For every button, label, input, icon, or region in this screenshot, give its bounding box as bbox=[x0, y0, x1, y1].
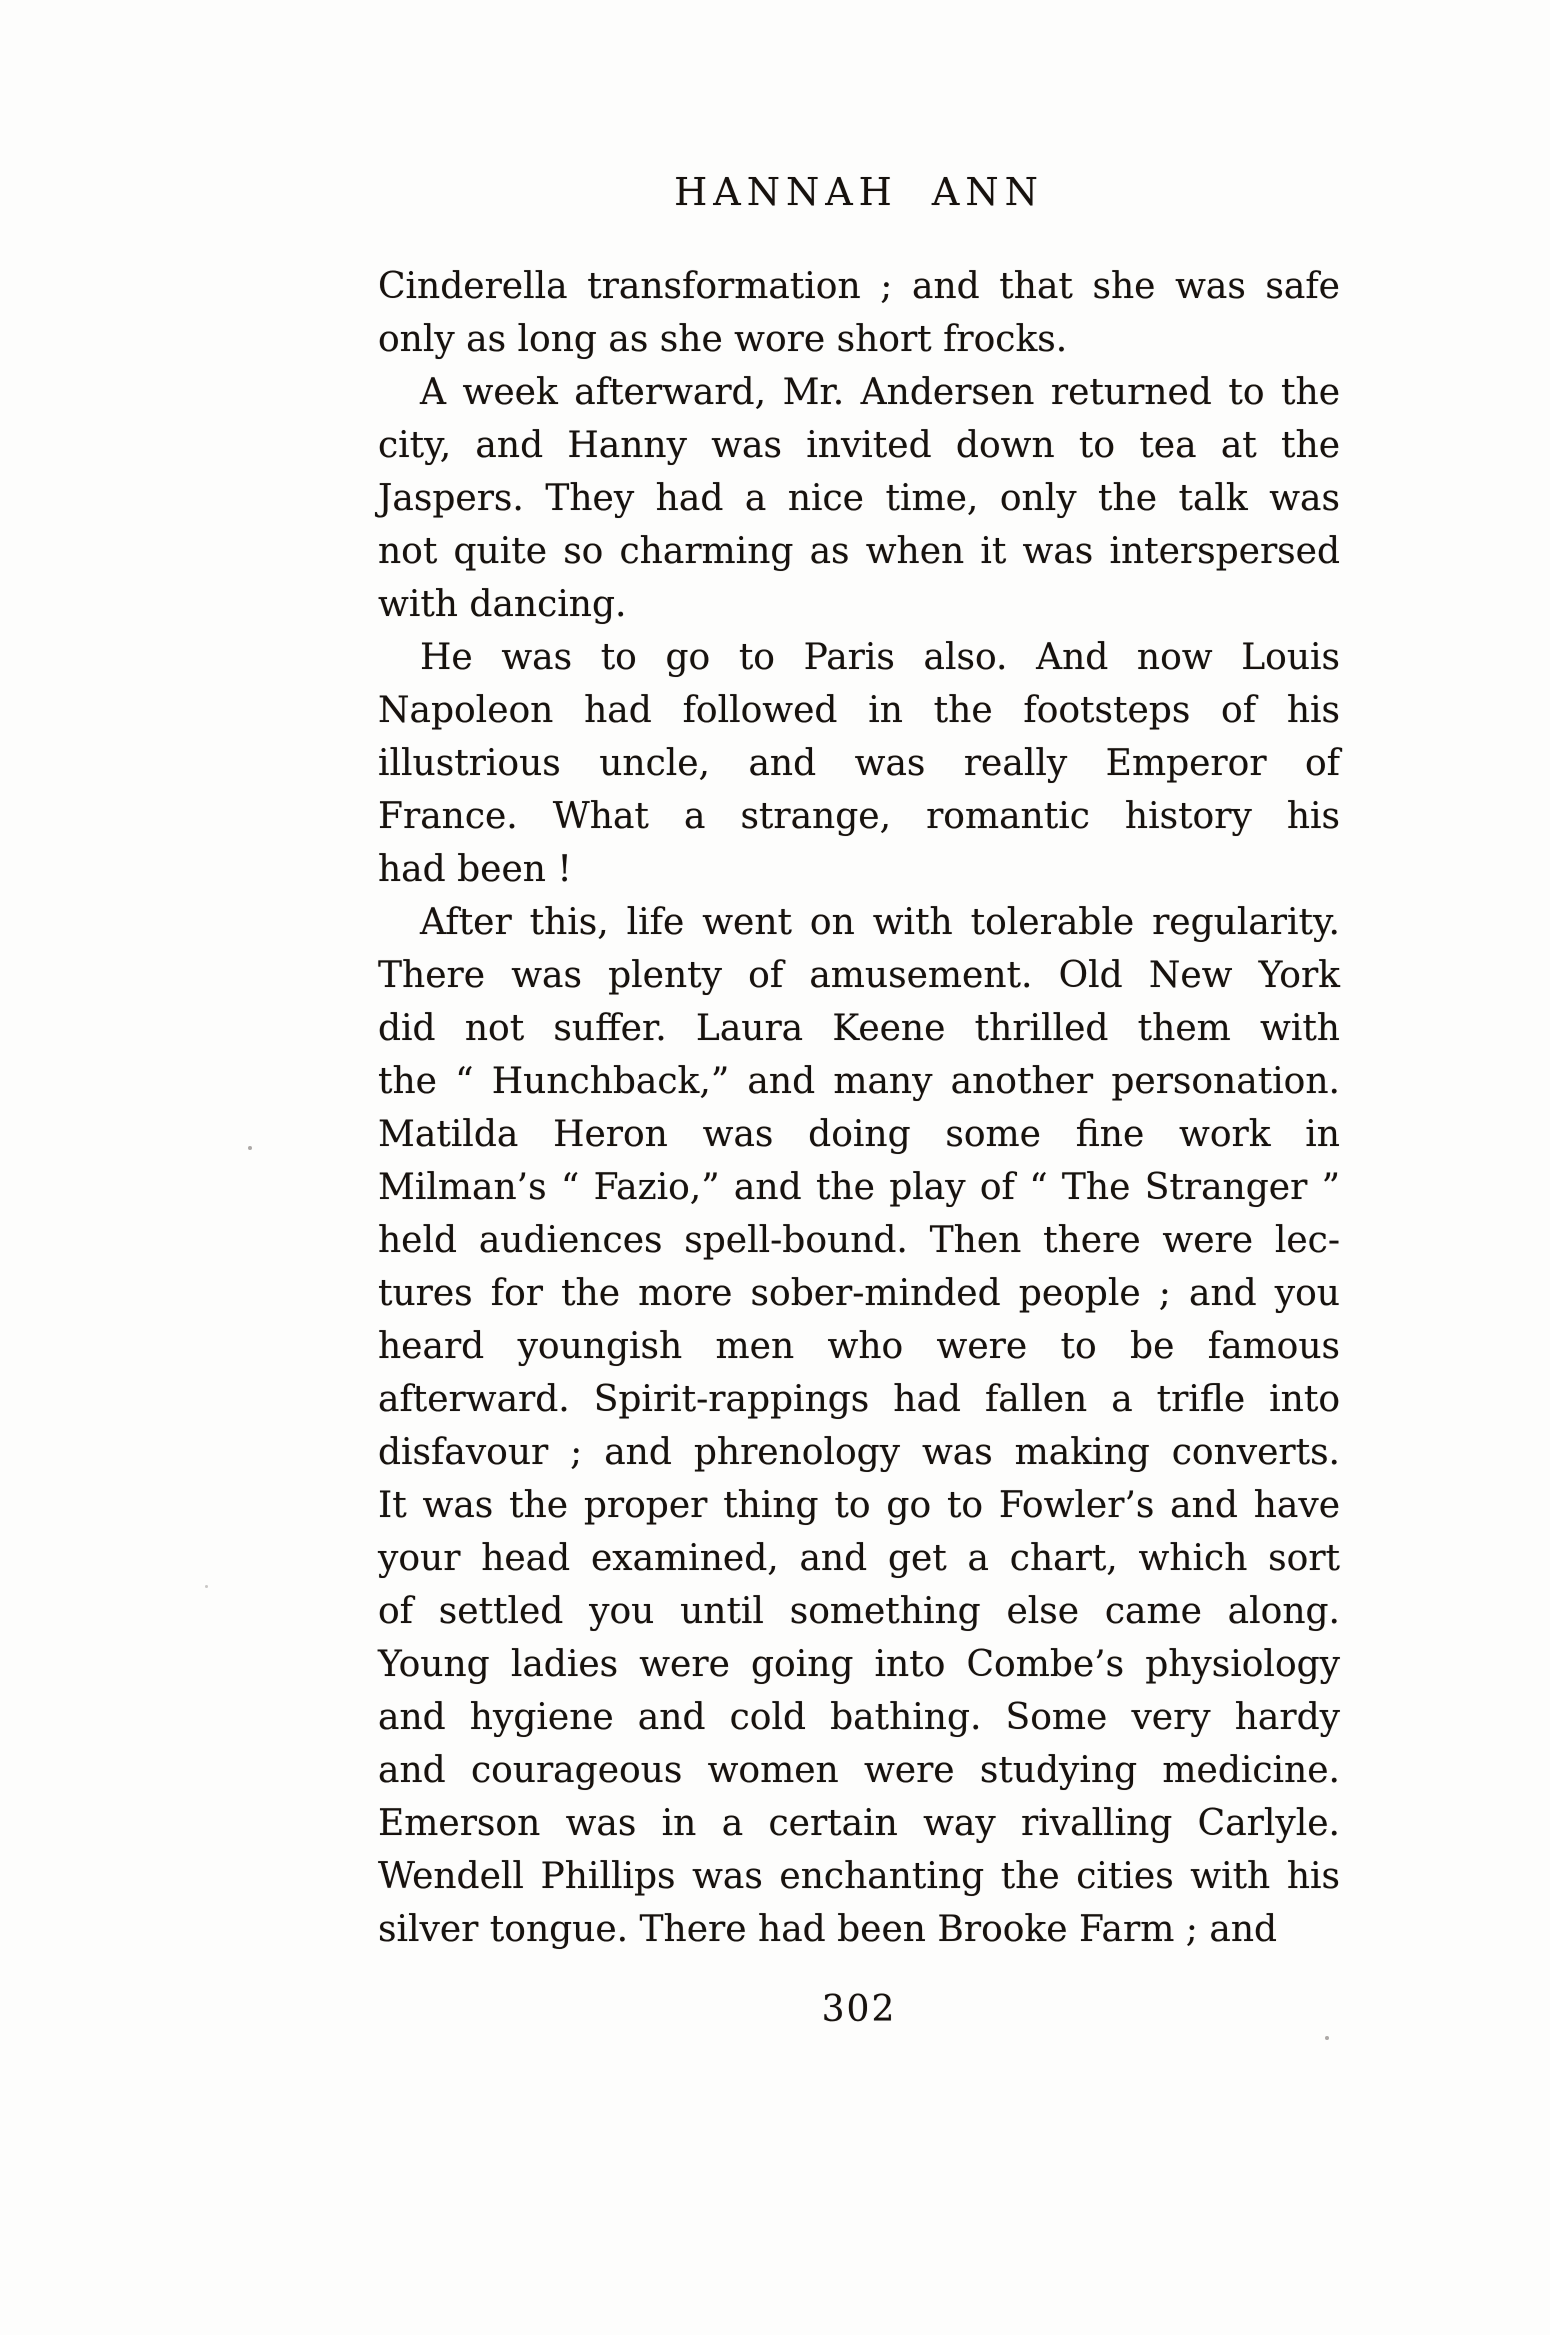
text-block bbox=[378, 260, 1340, 1956]
text-line: did not suffer. Laura Keene thrilled them with bbox=[378, 1008, 1340, 1049]
page-number: 302 bbox=[821, 1989, 897, 2030]
text-line: city, and Hanny was invited down to tea at the bbox=[378, 425, 1340, 466]
text-line: silver tongue. There had been Brooke Farm ; and bbox=[378, 1909, 1278, 1950]
text-line: held audiences spell-bound. Then there were lec- bbox=[378, 1220, 1340, 1261]
text-line: not quite so charming as when it was interspersed bbox=[378, 531, 1340, 572]
text-line: Napoleon had followed in the footsteps of his bbox=[378, 690, 1340, 731]
text-line: illustrious uncle, and was really Emperor of bbox=[378, 743, 1340, 784]
text-line: After this, life went on with tolerable regularity. bbox=[420, 902, 1340, 943]
text-line: It was the proper thing to go to Fowler’s and have bbox=[378, 1485, 1340, 1526]
scan-speck bbox=[205, 1585, 208, 1588]
text-line: and courageous women were studying medicine. bbox=[378, 1750, 1340, 1791]
text-line: of settled you until something else came along. bbox=[378, 1591, 1340, 1632]
paragraph bbox=[378, 366, 1340, 631]
text-line: had been ! bbox=[378, 849, 572, 890]
text-line: your head examined, and get a chart, which sort bbox=[378, 1538, 1340, 1579]
text-line: tures for the more sober-minded people ; and you bbox=[378, 1273, 1340, 1314]
text-line: only as long as she wore short frocks. bbox=[378, 319, 1068, 360]
text-line: There was plenty of amusement. Old New York bbox=[378, 955, 1340, 996]
text-line: disfavour ; and phrenology was making converts. bbox=[378, 1432, 1340, 1473]
text-line: Emerson was in a certain way rivalling Carlyle. bbox=[378, 1803, 1340, 1844]
text-line: afterward. Spirit-rappings had fallen a trifle into bbox=[378, 1379, 1340, 1420]
text-line: with dancing. bbox=[378, 584, 627, 625]
running-head: HANNAH ANN bbox=[674, 170, 1044, 214]
scan-speck bbox=[1325, 2036, 1329, 2040]
paragraph bbox=[378, 631, 1340, 896]
text-line: the “ Hunchback,” and many another personation. bbox=[378, 1061, 1340, 1102]
text-line: Jaspers. They had a nice time, only the talk was bbox=[378, 478, 1340, 519]
text-line: A week afterward, Mr. Andersen returned to the bbox=[420, 372, 1340, 413]
text-line: Young ladies were going into Combe’s physiology bbox=[378, 1644, 1340, 1685]
text-line: He was to go to Paris also. And now Louis bbox=[420, 637, 1340, 678]
text-line: Milman’s “ Fazio,” and the play of “ The Stranger ” bbox=[378, 1167, 1340, 1208]
paragraph bbox=[378, 260, 1340, 366]
text-line: Matilda Heron was doing some fine work in bbox=[378, 1114, 1340, 1155]
paragraph bbox=[378, 896, 1340, 1956]
text-line: Wendell Phillips was enchanting the cities with his bbox=[378, 1856, 1340, 1897]
scan-speck bbox=[248, 1146, 252, 1150]
text-line: France. What a strange, romantic history his bbox=[378, 796, 1340, 837]
text-line: heard youngish men who were to be famous bbox=[378, 1326, 1340, 1367]
text-line: and hygiene and cold bathing. Some very hardy bbox=[378, 1697, 1340, 1738]
text-line: Cinderella transformation ; and that she was safe bbox=[378, 266, 1340, 307]
